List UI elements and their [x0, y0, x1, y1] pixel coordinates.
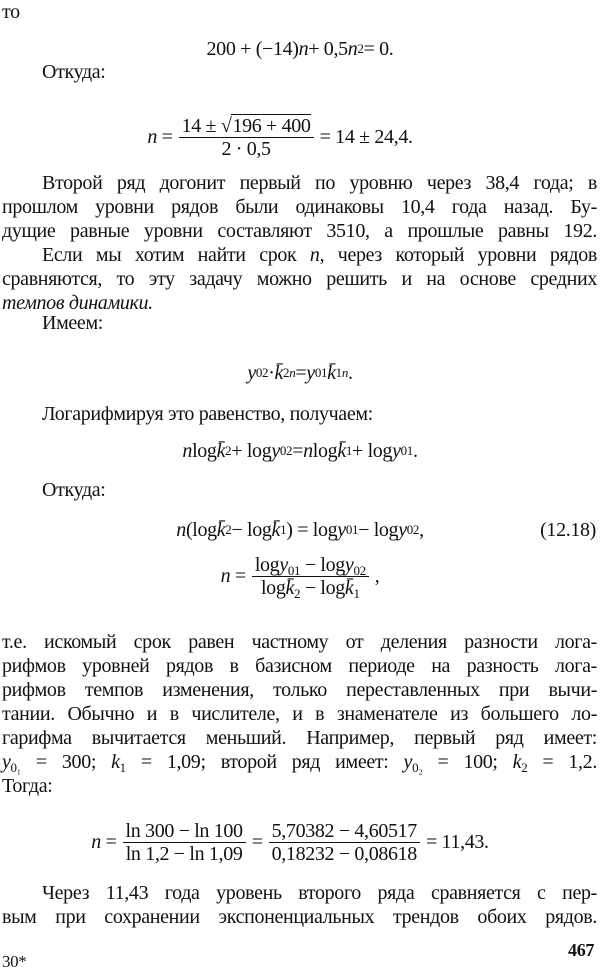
- eq-var: n: [147, 125, 157, 148]
- eq-part: = 14 ± 24,4.: [319, 125, 413, 148]
- denominator: 0,18232 − 0,08618: [271, 842, 417, 865]
- text-line: Откуда:: [42, 479, 106, 501]
- text: Если мы хотим найти срок: [42, 244, 310, 266]
- equation-12-18: n (log k̄ 2 − log k̄ 1 ) = log y 01 − log y 02 , (12.18): [176, 518, 596, 541]
- eq-part: log: [254, 553, 280, 576]
- subscript: 02: [353, 562, 366, 578]
- eq-part: =: [292, 439, 304, 462]
- eq-var: k̄: [344, 576, 354, 599]
- eq-var: n: [220, 564, 231, 587]
- eq-var: n: [347, 37, 358, 60]
- text-line: вым при сохранении экспоненциальных трендов обоих рядов.: [2, 906, 597, 928]
- eq-var: k̄: [271, 518, 281, 541]
- text-line: т.е. искомый срок равен частному от деления разности лога-: [2, 631, 597, 653]
- text-line: гарифма вычитается меньший. Например, первый ряд имеет:: [2, 727, 597, 749]
- eq-part: 200 + (−14): [206, 37, 299, 60]
- text-line: Логарифмируя это равенство, получаем:: [42, 403, 373, 425]
- page-number: 467: [568, 940, 594, 960]
- sqrt-sign: √: [220, 114, 232, 137]
- numerator: ln 300 − ln 100: [123, 820, 246, 843]
- eq-part: + log: [352, 439, 393, 462]
- eq-var: y: [247, 361, 256, 384]
- text-line: то: [2, 1, 20, 23]
- eq-var: y: [279, 553, 288, 576]
- numerator: [252, 554, 369, 577]
- text-line: Тогда:: [2, 775, 53, 797]
- eq-sign: =: [161, 125, 173, 148]
- subscript: 2: [294, 585, 301, 601]
- eq-var: n: [298, 37, 309, 60]
- eq-var: n: [303, 439, 313, 462]
- eq-var: y: [403, 751, 413, 773]
- eq-var: k: [512, 751, 522, 773]
- numerator: [179, 115, 314, 138]
- eq-part: =: [295, 361, 307, 384]
- text-line: прошлом уровни рядов были одинаковы 10,4 года назад. Бу-: [2, 196, 597, 218]
- eq-var: y: [337, 518, 346, 541]
- eq-sign: =: [105, 830, 117, 853]
- text-line: сравняются, то эту задачу можно решить и на основе средних: [2, 268, 597, 290]
- eq-part: + 0,5: [308, 37, 348, 60]
- eq-part: .: [347, 361, 353, 384]
- eq-var: n: [176, 518, 186, 541]
- eq-var: k̄: [327, 361, 336, 384]
- eq-part: − log: [231, 518, 272, 541]
- eq-part: ) = log: [286, 518, 338, 541]
- radicand: 196 + 400: [232, 114, 311, 137]
- fraction: [269, 820, 420, 865]
- text-line-italic: темпов динамики.: [2, 292, 153, 314]
- eq-var: y: [271, 439, 280, 462]
- subscript: 1: [119, 760, 126, 775]
- eq-part: = 0.: [363, 37, 394, 60]
- text-line: дущие равные уровни составляют 3510, а прошлые равны 192.: [2, 220, 597, 242]
- eq-var: k̄: [285, 576, 295, 599]
- text-line: рифмов уровней рядов в базисном периоде на разность лога-: [2, 655, 597, 677]
- eq-part: (log: [185, 518, 217, 541]
- eq-var: n: [182, 439, 193, 462]
- eq-var: n: [309, 244, 320, 266]
- equation-n-fraction: [0, 552, 600, 600]
- text: = 300;: [20, 751, 112, 773]
- eq-part: − log: [300, 553, 345, 576]
- eq-var: n: [91, 830, 101, 853]
- subscript: 1: [353, 585, 360, 601]
- eq-part: − log: [300, 576, 345, 599]
- eq-sign: =: [251, 830, 263, 853]
- subscript: 01: [287, 562, 301, 578]
- equation-number: (12.18): [540, 518, 596, 541]
- eq-var: y: [344, 553, 354, 576]
- denominator: ln 1,2 − ln 1,09: [125, 842, 243, 865]
- eq-part: log: [260, 576, 286, 599]
- text-line: [42, 243, 597, 267]
- text: = 1,09; второй ряд имеет:: [125, 751, 404, 773]
- eq-var: k̄: [216, 439, 226, 462]
- denominator: [258, 577, 363, 599]
- text-line: тании. Обычно и в числителе, и в знаменателе из большего ло-: [2, 703, 597, 725]
- equation-result: [0, 818, 590, 866]
- fraction: [123, 820, 246, 865]
- eq-var: y: [398, 518, 407, 541]
- fraction: [252, 554, 369, 599]
- eq-var: k: [111, 751, 120, 773]
- text-line: рифмов темпов изменения, только переставленных при вычи-: [2, 679, 597, 701]
- eq-var: y: [2, 751, 11, 773]
- text: = 1,2.: [527, 751, 597, 773]
- text-line-values: [2, 750, 597, 774]
- eq-part: − log: [358, 518, 399, 541]
- equation-roots: [0, 112, 580, 162]
- equation-levels: y 02 · k̄ 2 n = y 01 k̄ 1 n .: [247, 361, 353, 384]
- text-line: Откуда:: [42, 61, 106, 83]
- subscript: 0₁: [10, 760, 21, 775]
- text-line: Второй ряд догонит первый по уровню через 38,4 года; в: [42, 172, 597, 194]
- signature-mark: 30*: [2, 952, 27, 971]
- eq-var: k̄: [216, 518, 226, 541]
- eq-var: y: [392, 439, 401, 462]
- subscript: 2: [521, 760, 528, 775]
- text: = 100;: [422, 751, 513, 773]
- equation-quadratic: 200 + (−14) n + 0,5 n 2 = 0.: [206, 37, 394, 60]
- eq-part: + log: [231, 439, 272, 462]
- eq-part: 14 ±: [181, 114, 217, 137]
- eq-part: = 11,43.: [425, 830, 489, 853]
- eq-var: y: [306, 361, 315, 384]
- eq-part: ·: [268, 361, 275, 384]
- subscript: 0₂: [412, 760, 423, 775]
- eq-var: k̄: [274, 361, 284, 384]
- eq-part: ,: [419, 518, 424, 541]
- denominator: 2 · 0,5: [221, 137, 271, 160]
- text-line: Через 11,43 года уровень второго ряда сравняется с пер-: [42, 882, 597, 904]
- equation-log: n log k̄ 2 + log y 02 = n log k̄ 1 + log y 01 .: [182, 439, 418, 462]
- fraction: [179, 115, 314, 160]
- text: , через который уровни рядов: [319, 244, 597, 266]
- eq-part: .: [412, 439, 418, 462]
- eq-var: k̄: [337, 439, 346, 462]
- text-line: Имеем:: [42, 312, 103, 334]
- eq-sign: =: [234, 564, 246, 587]
- eq-part: log: [312, 439, 338, 462]
- numerator: 5,70382 − 4,60517: [269, 820, 420, 843]
- eq-part: ,: [374, 564, 380, 587]
- eq-part: log: [192, 439, 217, 462]
